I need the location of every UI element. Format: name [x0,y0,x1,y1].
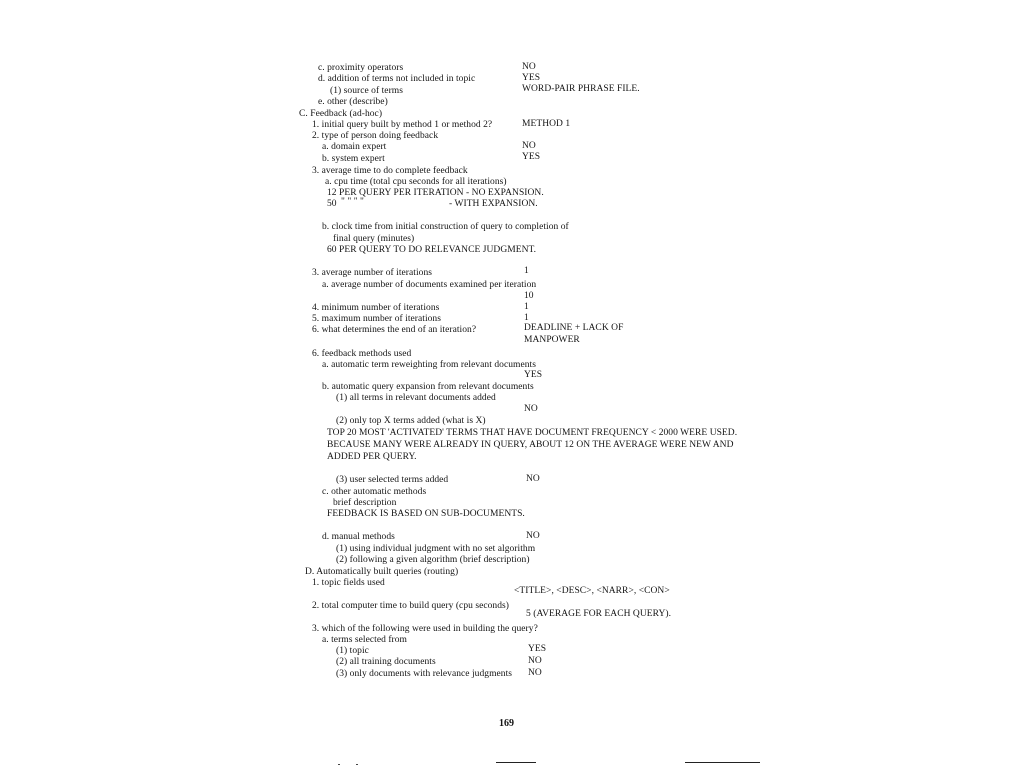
text-line: b. system expert [322,154,385,164]
text-line: (1) source of terms [330,86,403,96]
answer-text: NO [528,668,542,678]
text-line: 2. total computer time to build query (cpu seconds) [312,601,509,611]
text-line: d. addition of terms not included in topic [318,74,476,84]
text-line: (2) following a given algorithm (brief description) [336,555,530,565]
text-line: 1. topic fields used [312,578,385,588]
text-line: (2) only top X terms added (what is X) [336,416,486,426]
answer-text: 12 PER QUERY PER ITERATION - NO EXPANSION. [327,188,544,198]
answer-text: 1 [524,266,529,276]
answer-text: - WITH EXPANSION. [449,199,538,209]
text-line: 1. initial query built by method 1 or method 2? [312,120,493,130]
answer-text: BECAUSE MANY WERE ALREADY IN QUERY, ABOUT 12 ON THE AVERAGE WERE NEW AND [327,440,734,450]
answer-text: 1 [524,302,529,312]
answer-text: NO [522,141,536,151]
answer-text: TOP 20 MOST 'ACTIVATED' TERMS THAT HAVE DOCUMENT FREQUENCY < 2000 WERE USED. [327,428,738,438]
answer-text: NO [526,474,540,484]
section-heading: C. Feedback (ad-hoc) [299,109,383,119]
answer-text: 10 [524,291,534,301]
section-heading: D. Automatically built queries (routing) [305,567,459,577]
answer-text: DEADLINE + LACK OF [524,323,624,333]
answer-text: 5 (AVERAGE FOR EACH QUERY). [526,609,672,619]
answer-text: YES [522,73,541,83]
text-line: (1) topic [336,646,369,656]
answer-text: FEEDBACK IS BASED ON SUB-DOCUMENTS. [327,509,525,519]
text-line: (3) user selected terms added [336,475,449,485]
scan-artifact-line [685,762,760,763]
answer-text: NO [528,656,542,666]
answer-text: 1 [524,313,529,323]
text-line: a. average number of documents examined per iteration [322,280,537,290]
text-line: 6. what determines the end of an iteration? [312,325,477,335]
text-line: e. other (describe) [318,97,388,107]
answer-text: YES [522,152,541,162]
answer-text: NO [526,531,540,541]
answer-text: NO [522,62,536,72]
text-line: (1) all terms in relevant documents added [336,393,496,403]
text-line: a. domain expert [322,142,387,152]
answer-text: ADDED PER QUERY. [327,452,417,462]
page-number: 169 [499,718,514,729]
answer-text: MANPOWER [524,335,580,345]
text-line: 5. maximum number of iterations [312,314,441,324]
answer-text: 50 [327,199,337,209]
text-line: b. automatic query expansion from relevant documents [322,382,534,392]
text-line: 4. minimum number of iterations [312,303,440,313]
scan-artifact-line [496,762,536,763]
text-line: 2. type of person doing feedback [312,131,439,141]
answer-text: YES [524,370,543,380]
text-line: 3. average time to do complete feedback [312,166,468,176]
answer-text: WORD-PAIR PHRASE FILE. [522,84,640,94]
text-line: 6. feedback methods used [312,349,412,359]
scan-artifact [356,764,358,765]
text-line: brief description [333,498,397,508]
text-line: (2) all training documents [336,657,436,667]
text-line: a. automatic term reweighting from relevant documents [322,360,536,370]
text-line: d. manual methods [322,532,395,542]
text-line: b. clock time from initial construction of query to completion of [322,222,569,232]
text-line: final query (minutes) [333,234,415,244]
answer-text: NO [524,404,538,414]
answer-text: 60 PER QUERY TO DO RELEVANCE JUDGMENT. [327,245,537,255]
scan-artifact [338,764,340,765]
text-line: c. other automatic methods [322,487,427,497]
text-line: (1) using individual judgment with no set algorithm [336,544,536,554]
ditto-marks: " " " " [341,197,364,207]
text-line: a. terms selected from [322,635,407,645]
text-line: c. proximity operators [318,63,404,73]
text-line: 3. which of the following were used in building the query? [312,624,538,634]
text-line: (3) only documents with relevance judgments [336,669,513,679]
text-line: 3. average number of iterations [312,268,432,278]
answer-text: METHOD 1 [522,119,571,129]
answer-text: <TITLE>, <DESC>, <NARR>, <CON> [514,586,670,596]
text-line: a. cpu time (total cpu seconds for all iterations) [325,177,507,187]
answer-text: YES [528,644,547,654]
